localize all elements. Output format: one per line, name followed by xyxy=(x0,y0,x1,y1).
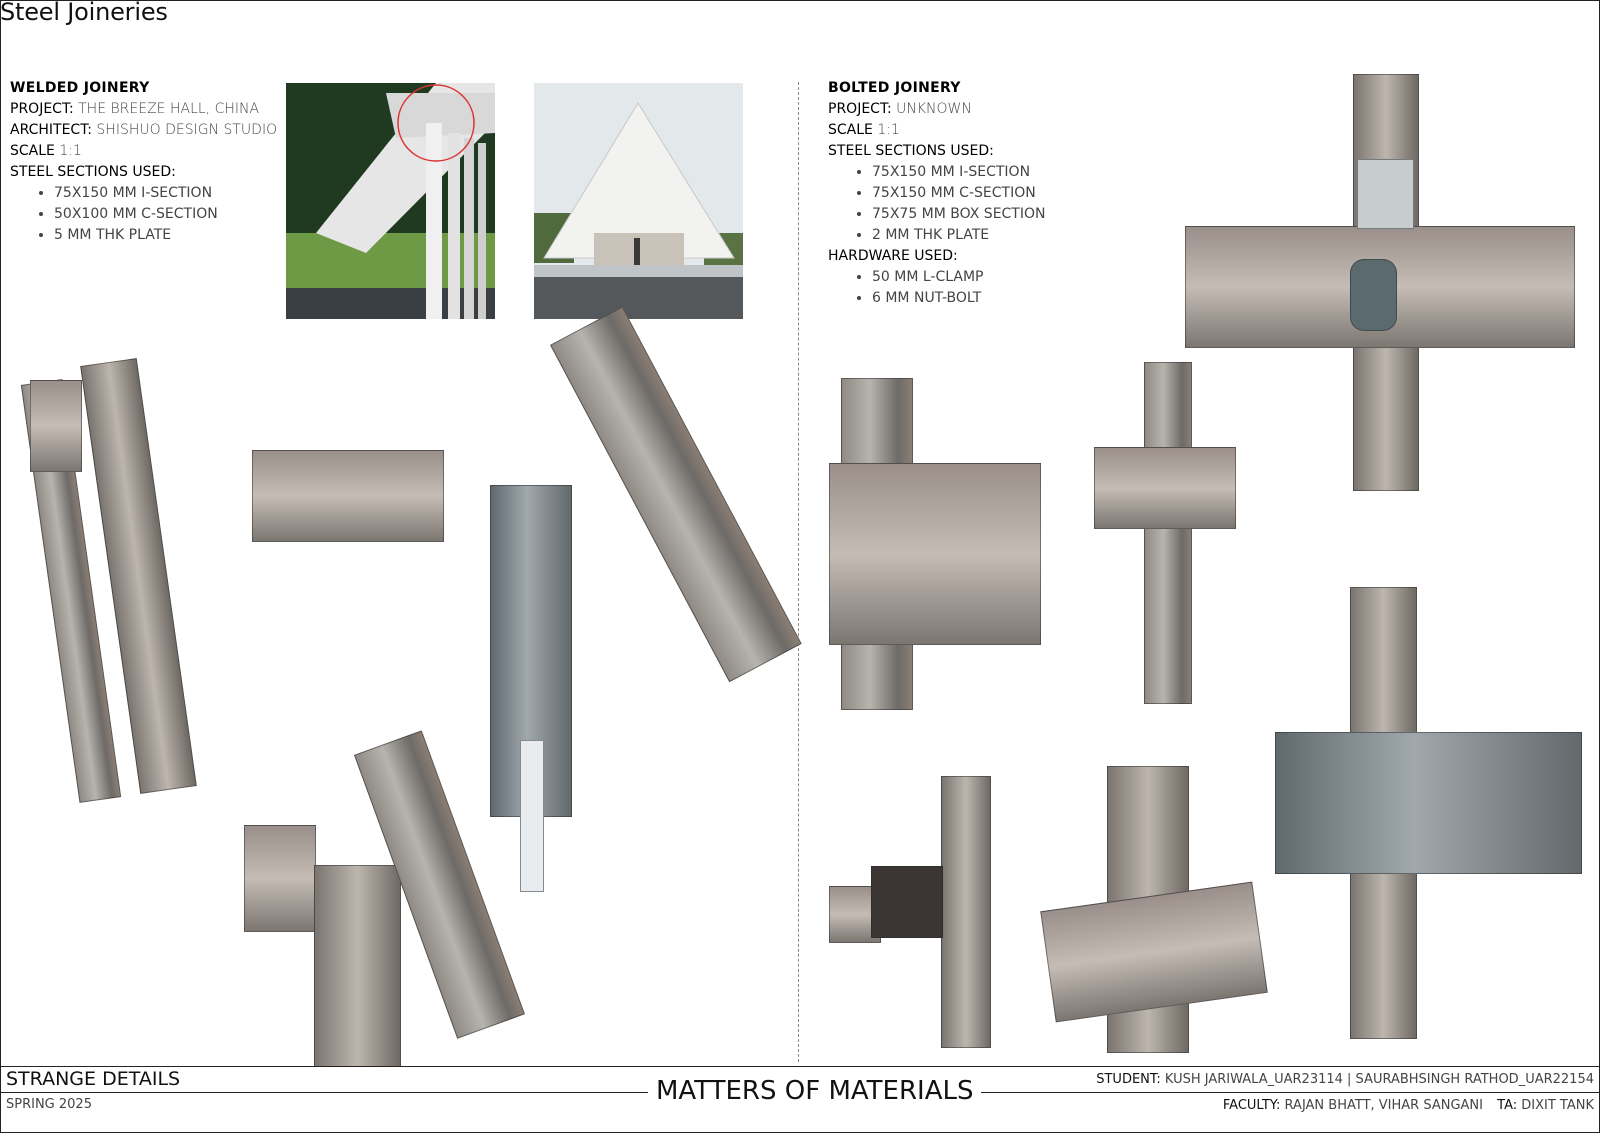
bolted-sections-list xyxy=(828,162,1045,246)
footer-left-sub: SPRING 2025 xyxy=(6,1097,92,1112)
faculty-label: FACULTY: xyxy=(1222,1098,1281,1113)
welded-joint-photo-1 xyxy=(30,340,230,800)
bolted-scale xyxy=(828,120,1045,141)
bolted-project xyxy=(828,99,1045,120)
footer-left-title: STRANGE DETAILS xyxy=(6,1068,181,1090)
bolted-joint-photo-6 xyxy=(1047,766,1262,1051)
welded-project-label: PROJECT: xyxy=(10,101,74,117)
welded-scale-label: SCALE xyxy=(10,143,55,159)
ta-value: DIXIT TANK xyxy=(1517,1098,1594,1113)
footer-center-title: MATTERS OF MATERIALS xyxy=(648,1076,981,1106)
steel-plate xyxy=(520,740,544,892)
welded-scale-value: 1:1 xyxy=(54,143,82,159)
welded-joint-photo-3 xyxy=(244,755,474,1065)
faculty-value: RAJAN BHATT, VIHAR SANGANI xyxy=(1280,1098,1483,1113)
bolted-scale-value: 1:1 xyxy=(872,122,900,138)
footer-rule-top xyxy=(0,1066,1600,1067)
list-item: • 50X100 MM C-SECTION xyxy=(54,204,277,225)
bolted-joint-photo-5 xyxy=(829,776,1009,1046)
page-title: Steel Joineries xyxy=(0,0,168,26)
footer-student xyxy=(1096,1072,1594,1087)
bolted-hardware-label: HARDWARE USED: xyxy=(828,248,958,264)
welded-sections-list xyxy=(10,183,277,246)
welded-scale xyxy=(10,141,277,162)
steel-member xyxy=(1040,882,1268,1023)
bolted-joint-photo-1 xyxy=(1185,74,1575,514)
list-item: • 2 MM THK PLATE xyxy=(872,225,1045,246)
steel-member xyxy=(1144,362,1192,704)
ta-label: TA: xyxy=(1497,1098,1518,1113)
welded-heading: WELDED JOINERY xyxy=(10,80,150,96)
welded-architect xyxy=(10,120,277,141)
welded-project xyxy=(10,99,277,120)
list-item: • 50 MM L-CLAMP xyxy=(872,267,1045,288)
steel-member xyxy=(829,463,1041,645)
bolted-project-label: PROJECT: xyxy=(828,101,892,117)
welded-architect-label: ARCHITECT: xyxy=(10,122,92,138)
list-item: • 75X75 MM BOX SECTION xyxy=(872,204,1045,225)
reference-photo-hall xyxy=(534,83,743,319)
list-item: • 75X150 MM I-SECTION xyxy=(872,162,1045,183)
l-clamp xyxy=(1357,159,1414,229)
center-divider xyxy=(798,82,799,1062)
steel-member xyxy=(314,865,401,1067)
list-item: • 75X150 MM C-SECTION xyxy=(872,183,1045,204)
welded-project-value: THE BREEZE HALL, CHINA xyxy=(73,101,260,117)
steel-member xyxy=(252,450,444,542)
bolted-scale-label: SCALE xyxy=(828,122,873,138)
bolted-joint-photo-4 xyxy=(1275,587,1585,1042)
bolted-heading: BOLTED JOINERY xyxy=(828,80,961,96)
steel-member xyxy=(941,776,991,1048)
list-item: • 6 MM NUT-BOLT xyxy=(872,288,1045,309)
steel-member xyxy=(1275,732,1582,874)
footer-faculty xyxy=(1223,1098,1594,1113)
box-section xyxy=(871,866,943,938)
list-item: • 75X150 MM I-SECTION xyxy=(54,183,277,204)
steel-member xyxy=(30,380,82,472)
bolted-joint-photo-2 xyxy=(829,378,1041,708)
reference-photo-canopy xyxy=(286,83,495,319)
bolt-plate xyxy=(1350,259,1397,331)
welded-architect-value: SHISHUO DESIGN STUDIO xyxy=(91,122,278,138)
welded-sections-label: STEEL SECTIONS USED: xyxy=(10,164,176,180)
bolted-project-value: UNKNOWN xyxy=(891,101,972,117)
bolted-joint-photo-3 xyxy=(1094,362,1239,707)
student-label: STUDENT: xyxy=(1096,1072,1161,1087)
welded-info xyxy=(10,78,277,246)
steel-member xyxy=(244,825,316,932)
steel-member xyxy=(1094,447,1236,529)
student-value: KUSH JARIWALA_UAR23114 | SAURABHSINGH RATHOD_UAR22154 xyxy=(1160,1072,1594,1087)
bolted-sections-label: STEEL SECTIONS USED: xyxy=(828,143,994,159)
bolted-info xyxy=(828,78,1045,309)
list-item: • 5 MM THK PLATE xyxy=(54,225,277,246)
bolted-hardware-list xyxy=(828,267,1045,309)
